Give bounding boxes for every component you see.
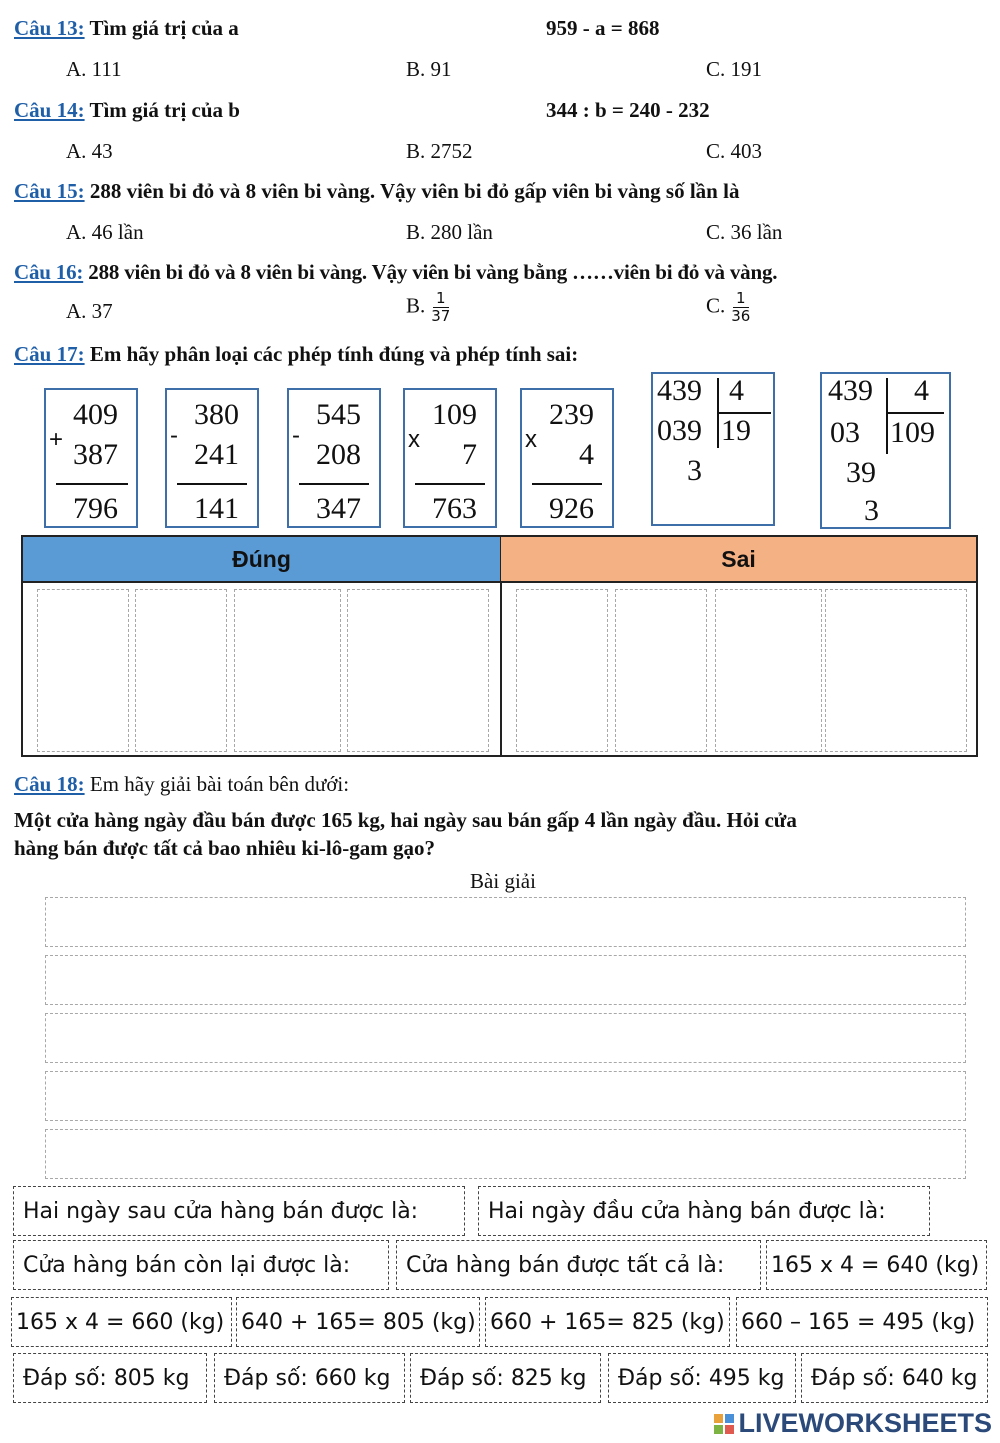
card-top-number: 545	[316, 398, 361, 431]
card-result: 926	[549, 492, 594, 525]
card-bottom-number: 208	[316, 438, 361, 471]
q16-prompt	[14, 260, 777, 285]
q13-option-c[interactable]: C. 191	[706, 57, 763, 81]
q17-prompt	[14, 342, 578, 367]
drop-zone-correct-2[interactable]	[135, 589, 227, 752]
card-bottom-number: 4	[579, 438, 594, 471]
answer-option[interactable]: Hai ngày đầu cửa hàng bán được là:	[478, 1186, 930, 1236]
classification-table	[21, 535, 978, 757]
q16-label: Câu 16:	[14, 260, 84, 284]
q16-option-b-prefix: B.	[406, 293, 426, 318]
brand-name: LIVEWORKSHEETS	[738, 1408, 992, 1438]
answer-option[interactable]: Cửa hàng bán được tất cả là:	[396, 1240, 761, 1290]
card-bottom-number: 241	[194, 438, 239, 471]
card-bottom-number: 7	[462, 438, 477, 471]
answer-option[interactable]: Đáp số: 495 kg	[608, 1353, 796, 1403]
q15-option-b[interactable]: B. 280 lần	[406, 220, 493, 244]
q15-prompt	[14, 179, 739, 204]
q13-equation: 959 - a = 868	[546, 16, 660, 40]
division-step: 039	[657, 414, 702, 447]
fraction-numerator: 1	[733, 290, 749, 308]
q14-option-b[interactable]: B. 2752	[406, 139, 473, 163]
divisor: 4	[729, 374, 744, 407]
q18-prompt	[14, 772, 349, 797]
answer-option[interactable]: Đáp số: 660 kg	[214, 1353, 405, 1403]
drop-zone-wrong-1[interactable]	[516, 589, 608, 752]
answer-option[interactable]: 660 – 165 = 495 (kg)	[736, 1297, 988, 1347]
q15-text: 288 viên bi đỏ và 8 viên bi vàng. Vậy viên bi đỏ gấp viên bi vàng số lần là	[89, 179, 740, 203]
answer-option[interactable]: Đáp số: 805 kg	[13, 1353, 207, 1403]
card-result: 141	[194, 492, 239, 525]
quotient: 109	[890, 416, 935, 449]
divisor: 4	[914, 374, 929, 407]
calc-card-subtraction-1[interactable]	[165, 388, 259, 528]
card-bottom-number: 387	[73, 438, 118, 471]
answer-option[interactable]: Cửa hàng bán còn lại được là:	[13, 1240, 389, 1290]
division-step: 03	[830, 416, 860, 449]
solution-line-4[interactable]	[45, 1071, 966, 1121]
q14-text: Tìm giá trị của b	[89, 98, 240, 122]
fraction-denominator: 37	[431, 307, 451, 325]
solution-line-2[interactable]	[45, 955, 966, 1005]
q15-option-a[interactable]: A. 46 lần	[66, 220, 144, 244]
q13-option-a[interactable]: A. 111	[66, 57, 122, 81]
card-top-number: 239	[549, 398, 594, 431]
q15-option-c[interactable]: C. 36 lần	[706, 220, 783, 244]
solution-line-5[interactable]	[45, 1129, 966, 1179]
liveworksheets-logo	[714, 1408, 992, 1439]
card-result: 796	[73, 492, 118, 525]
remainder: 3	[864, 494, 879, 527]
answer-option[interactable]: Đáp số: 825 kg	[410, 1353, 601, 1403]
quotient: 19	[721, 414, 751, 447]
drop-zone-wrong-2[interactable]	[615, 589, 707, 752]
answer-option[interactable]: Hai ngày sau cửa hàng bán được là:	[13, 1186, 465, 1236]
q18-problem-line-1: Một cửa hàng ngày đầu bán được 165 kg, hai ngày sau bán gấp 4 lần ngày đầu. Hỏi cửa	[14, 808, 797, 832]
result-line	[532, 483, 602, 485]
drop-zone-wrong-4[interactable]	[825, 589, 967, 752]
q18-problem-line-2: hàng bán được tất cả bao nhiêu ki-lô-gam gạo?	[14, 836, 435, 860]
card-top-number: 409	[73, 398, 118, 431]
answer-option[interactable]: 165 x 4 = 640 (kg)	[766, 1240, 987, 1290]
q16-option-a[interactable]: A. 37	[66, 299, 113, 323]
division-vertical-line	[886, 378, 888, 454]
calc-card-multiplication-2[interactable]	[520, 388, 614, 528]
q13-prompt	[14, 16, 239, 41]
calc-card-addition[interactable]	[44, 388, 138, 528]
answer-option[interactable]: Đáp số: 640 kg	[801, 1353, 988, 1403]
drop-zone-wrong-3[interactable]	[715, 589, 822, 752]
dividend: 439	[657, 374, 702, 407]
calc-card-multiplication-1[interactable]	[403, 388, 497, 528]
solution-line-3[interactable]	[45, 1013, 966, 1063]
q17-label: Câu 17:	[14, 342, 85, 366]
liveworksheets-logo-icon	[714, 1414, 734, 1434]
q14-option-c[interactable]: C. 403	[706, 139, 763, 163]
times-sign: x	[525, 426, 537, 453]
result-line	[56, 483, 128, 485]
answer-option[interactable]: 640 + 165= 805 (kg)	[236, 1297, 480, 1347]
card-result: 763	[432, 492, 477, 525]
card-top-number: 109	[432, 398, 477, 431]
q14-prompt	[14, 98, 240, 123]
fraction-numerator: 1	[433, 290, 449, 308]
drop-zone-correct-3[interactable]	[234, 589, 341, 752]
table-divider	[500, 583, 502, 755]
card-result: 347	[316, 492, 361, 525]
q18-label: Câu 18:	[14, 772, 85, 796]
q18-text: Em hãy giải bài toán bên dưới:	[89, 772, 350, 796]
header-wrong: Sai	[501, 537, 976, 583]
q13-text: Tìm giá trị của a	[89, 16, 239, 40]
calc-card-division-2[interactable]	[820, 372, 951, 529]
result-line	[299, 483, 369, 485]
result-line	[415, 483, 485, 485]
answer-option[interactable]: 165 x 4 = 660 (kg)	[11, 1297, 232, 1347]
drop-zone-correct-4[interactable]	[347, 589, 489, 752]
q13-option-b[interactable]: B. 91	[406, 57, 452, 81]
remainder: 3	[687, 454, 702, 487]
solution-line-1[interactable]	[45, 897, 966, 947]
q16-text: 288 viên bi đỏ và 8 viên bi vàng. Vậy viên bi vàng bằng ……viên bi đỏ và vàng.	[88, 260, 778, 284]
q16-option-c-prefix: C.	[706, 293, 726, 318]
minus-sign: -	[170, 422, 178, 449]
drop-zone-correct-1[interactable]	[37, 589, 129, 752]
q16-option-b[interactable]	[406, 290, 450, 325]
q17-text: Em hãy phân loại các phép tính đúng và phép tính sai:	[89, 342, 579, 366]
q14-label: Câu 14:	[14, 98, 85, 122]
fraction-denominator: 36	[731, 307, 751, 325]
result-line	[177, 483, 247, 485]
answer-option[interactable]: 660 + 165= 825 (kg)	[485, 1297, 730, 1347]
header-correct: Đúng	[23, 537, 501, 583]
q14-option-a[interactable]: A. 43	[66, 139, 113, 163]
division-step-2: 39	[846, 456, 876, 489]
q16-option-b-fraction	[431, 290, 450, 325]
q15-label: Câu 15:	[14, 179, 85, 203]
times-sign: x	[408, 426, 420, 453]
q16-option-c-fraction	[731, 290, 750, 325]
calc-card-division-1[interactable]	[651, 372, 775, 526]
minus-sign: -	[292, 422, 300, 449]
calc-card-subtraction-2[interactable]	[287, 388, 381, 528]
card-top-number: 380	[194, 398, 239, 431]
plus-sign: +	[49, 426, 64, 453]
division-horizontal-line	[886, 412, 944, 414]
q14-equation: 344 : b = 240 - 232	[546, 98, 710, 122]
dividend: 439	[828, 374, 873, 407]
q13-label: Câu 13:	[14, 16, 85, 40]
q16-option-c[interactable]	[706, 290, 750, 325]
solution-title: Bài giải	[470, 869, 536, 893]
